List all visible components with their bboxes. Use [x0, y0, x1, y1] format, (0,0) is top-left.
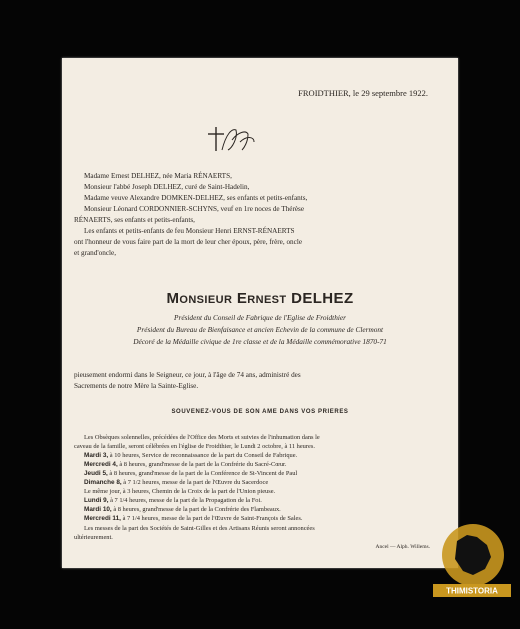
obseques-line: caveau de la famille, seront célébrées en l'église de Froidthier, le Lundi 2 octobre, à 11 heures. [74, 443, 315, 450]
family-line: Madame Ernest DELHEZ, née Maria RÉNAERTS, [84, 172, 232, 180]
mass-day: Mercredi 11, [84, 515, 121, 522]
family-line: Les enfants et petits-enfants de feu Monsieur Henri ERNST-RÉNAERTS [84, 227, 295, 235]
printer-credit: Ancel — Alph. Willems. [375, 544, 430, 550]
mass-day: Jeudi 5, [84, 470, 108, 477]
mass-text: Chemin de la Croix de la part de l'Union pieuse. [151, 488, 276, 495]
mass-day: Le même jour, à 3 heures, [84, 488, 151, 495]
deceased-name: Monsieur Ernest DELHEZ [166, 290, 354, 307]
mass-row [62, 461, 480, 469]
mass-row [62, 452, 480, 460]
mass-day: Mercredi 4, [84, 461, 118, 468]
family-line: RÉNAERTS, ses enfants et petits-enfants, [74, 216, 195, 224]
family-line: Monsieur Léonard CORDONNIER-SCHYNS, veuf en 1re noces de Thérèse [84, 205, 305, 213]
family-line: Monsieur l'abbé Joseph DELHEZ, curé de Saint-Hadelin, [84, 183, 250, 191]
cross-monogram-icon [202, 124, 262, 154]
mass-row [62, 470, 480, 478]
mass-row [62, 497, 480, 505]
mass-row [62, 506, 480, 514]
watermark-text: THIMISTORIA [446, 586, 498, 596]
family-line: et grand'oncle, [74, 249, 117, 257]
mass-text: à 8 heures, grand'messe de la part de la Confrérie des Flambeaux. [113, 506, 281, 513]
mass-row [62, 488, 480, 496]
obseques-line: Les Obsèques solennelles, précédées de l'Office des Morts et suivies de l'inhumation dans le [84, 434, 320, 441]
death-line: pieusement endormi dans le Seigneur, ce jour, à l'âge de 74 ans, administré des [74, 371, 301, 379]
mass-row [62, 515, 480, 523]
mass-row [62, 479, 480, 487]
mass-day: Lundi 9, [84, 497, 109, 504]
closing-line: ultérieurement. [74, 534, 113, 541]
title-line: Décoré de la Médaille civique de 1re classe et de la Médaille commémorative 1870-71 [133, 337, 387, 346]
mass-text: à 10 heures, Service de reconnaissance de la part du Conseil de Fabrique. [109, 452, 298, 459]
notice-date: FROIDTHIER, le 29 septembre 1922. [298, 88, 428, 98]
title-line: Président du Bureau de Bienfaisance et ancien Echevin de la commune de Clermont [136, 325, 384, 334]
death-line: Sacrements de notre Mère la Sainte-Eglise. [74, 382, 199, 390]
title-line: Président du Conseil de Fabrique de l'Eglise de Froidthier [174, 313, 346, 322]
prayer-heading: SOUVENEZ-VOUS DE SON AME DANS VOS PRIERES [171, 409, 349, 415]
mass-day: Dimanche 8, [84, 479, 122, 486]
family-line: Madame veuve Alexandre DOMKEN-DELHEZ, ses enfants et petits-enfants, [84, 194, 308, 202]
closing-line: Les messes de la part des Sociétés de Saint-Gilles et des Artisans Réunis seront annoncées [84, 525, 315, 532]
mass-text: à 8 heures, grand'messe de la part de la Conférence de St-Vincent de Paul [109, 470, 298, 477]
mass-text: à 8 heures, grand'messe de la part de la Confrérie du Sacré-Cœur. [119, 461, 287, 468]
mass-day: Mardi 10, [84, 506, 112, 513]
watermark-logo [433, 521, 511, 603]
mass-text: à 7 1/4 heures, messe de la part de l'Œuvre de Saint-François de Sales. [122, 515, 303, 522]
funeral-notice [62, 58, 458, 568]
mass-text: à 7 1/4 heures, messe de la part de la Propagation de la Foi. [110, 497, 262, 504]
mass-day: Mardi 3, [84, 452, 109, 459]
mass-text: à 7 1/2 heures, messe de la part de l'Œuvre du Sacerdoce [123, 479, 269, 486]
family-line: ont l'honneur de vous faire part de la mort de leur cher époux, père, frère, oncle [74, 238, 303, 246]
